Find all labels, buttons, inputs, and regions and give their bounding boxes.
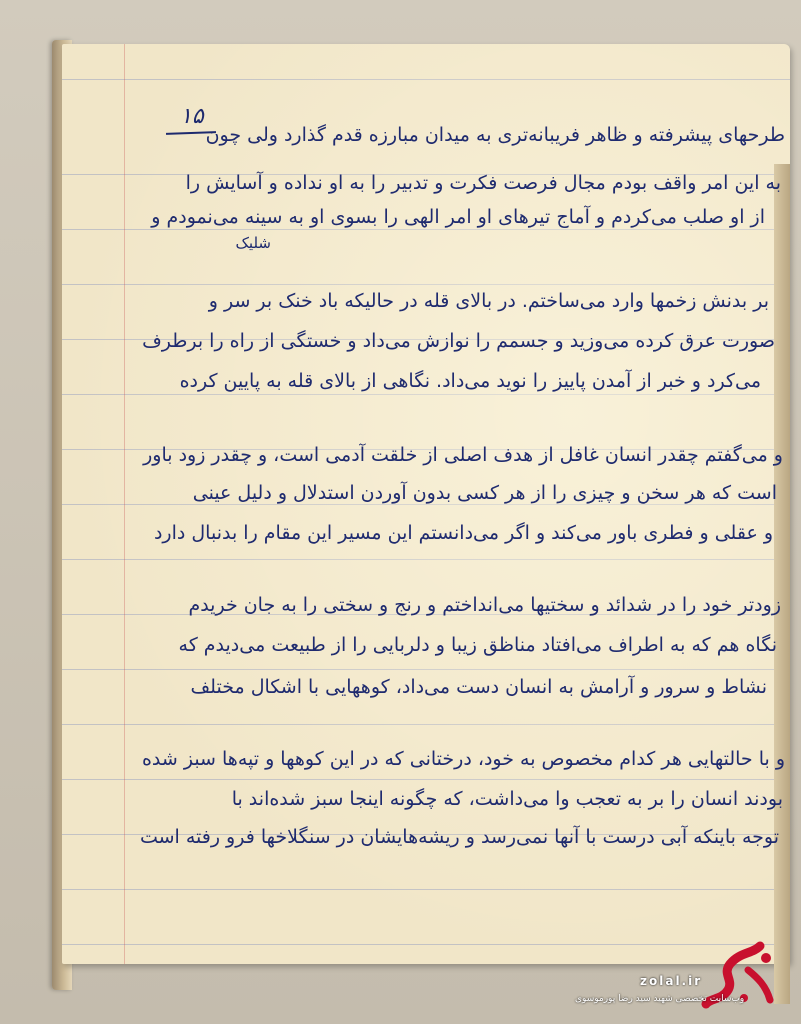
watermark-site-url: zolal.ir bbox=[640, 974, 703, 988]
handwritten-line: است که هر سخن و چیزی را از هر کسی بدون آوردن استدلال و دلیل عینی bbox=[192, 482, 777, 504]
handwritten-line: زودتر خود را در شدائد و سختیها می‌انداختم و رنج و سختی را به جان خریدم bbox=[188, 594, 781, 616]
handwritten-line: و با حالتهایی هر کدام مخصوص به خود، درختانی که در این کوهها و تپه‌ها سبز شده bbox=[141, 748, 785, 770]
handwritten-line: بر بدنش زخمها وارد می‌ساختم. در بالای قله در حالیکه باد خنک بر سر و bbox=[208, 290, 769, 312]
handwritten-line: طرحهای پیشرفته و ظاهر فریبانه‌تری به میدان مبارزه قدم گذارد ولی چون bbox=[205, 124, 785, 146]
handwritten-correction: شلیک bbox=[235, 234, 271, 252]
handwritten-line: و عقلی و فطری باور می‌کند و اگر می‌دانستم این مسیر این مقام را بدنبال دارد bbox=[153, 522, 773, 544]
handwritten-line: نگاه هم که به اطراف می‌افتاد مناظق زیبا و دلربایی را از طبیعت می‌دیدم که bbox=[178, 634, 777, 656]
handwritten-line: توجه باینکه آبی درست با آنها نمی‌رسد و ریشه‌هایشان در سنگلاخها فرو رفته است bbox=[139, 826, 779, 848]
page-number: ۱۵ bbox=[180, 104, 204, 129]
handwritten-line: می‌کرد و خبر از آمدن پاییز را نوید می‌داد. نگاهی از بالای قله به پایین کرده bbox=[179, 370, 761, 392]
handwritten-line: از او صلب می‌کردم و آماج تیرهای او امر الهی را بسوی او به سینه می‌نمودم و bbox=[151, 206, 765, 228]
handwritten-line: و می‌گفتم چقدر انسان غافل از هدف اصلی از خلقت آدمی است، و چقدر زود باور bbox=[143, 444, 783, 466]
page-edge bbox=[774, 164, 790, 1004]
page-margin-line bbox=[124, 44, 125, 964]
handwritten-line: صورت عرق کرده می‌وزید و جسمم را نوازش می‌داد و خستگی از راه را برطرف bbox=[142, 330, 775, 352]
watermark-caption: وب‌سایت تخصصی شهید سید رضا پورموسوی bbox=[575, 994, 745, 1004]
handwritten-line: به این امر واقف بودم مجال فرصت فکرت و تدبیر را به او نداده و آسایش را bbox=[185, 172, 781, 194]
handwritten-line: نشاط و سرور و آرامش به انسان دست می‌داد، کوههایی با اشکال مختلف bbox=[190, 676, 767, 698]
handwritten-line: بودند انسان را بر به تعجب وا می‌داشت، که چگونه اینجا سبز شده‌اند با bbox=[231, 788, 783, 810]
